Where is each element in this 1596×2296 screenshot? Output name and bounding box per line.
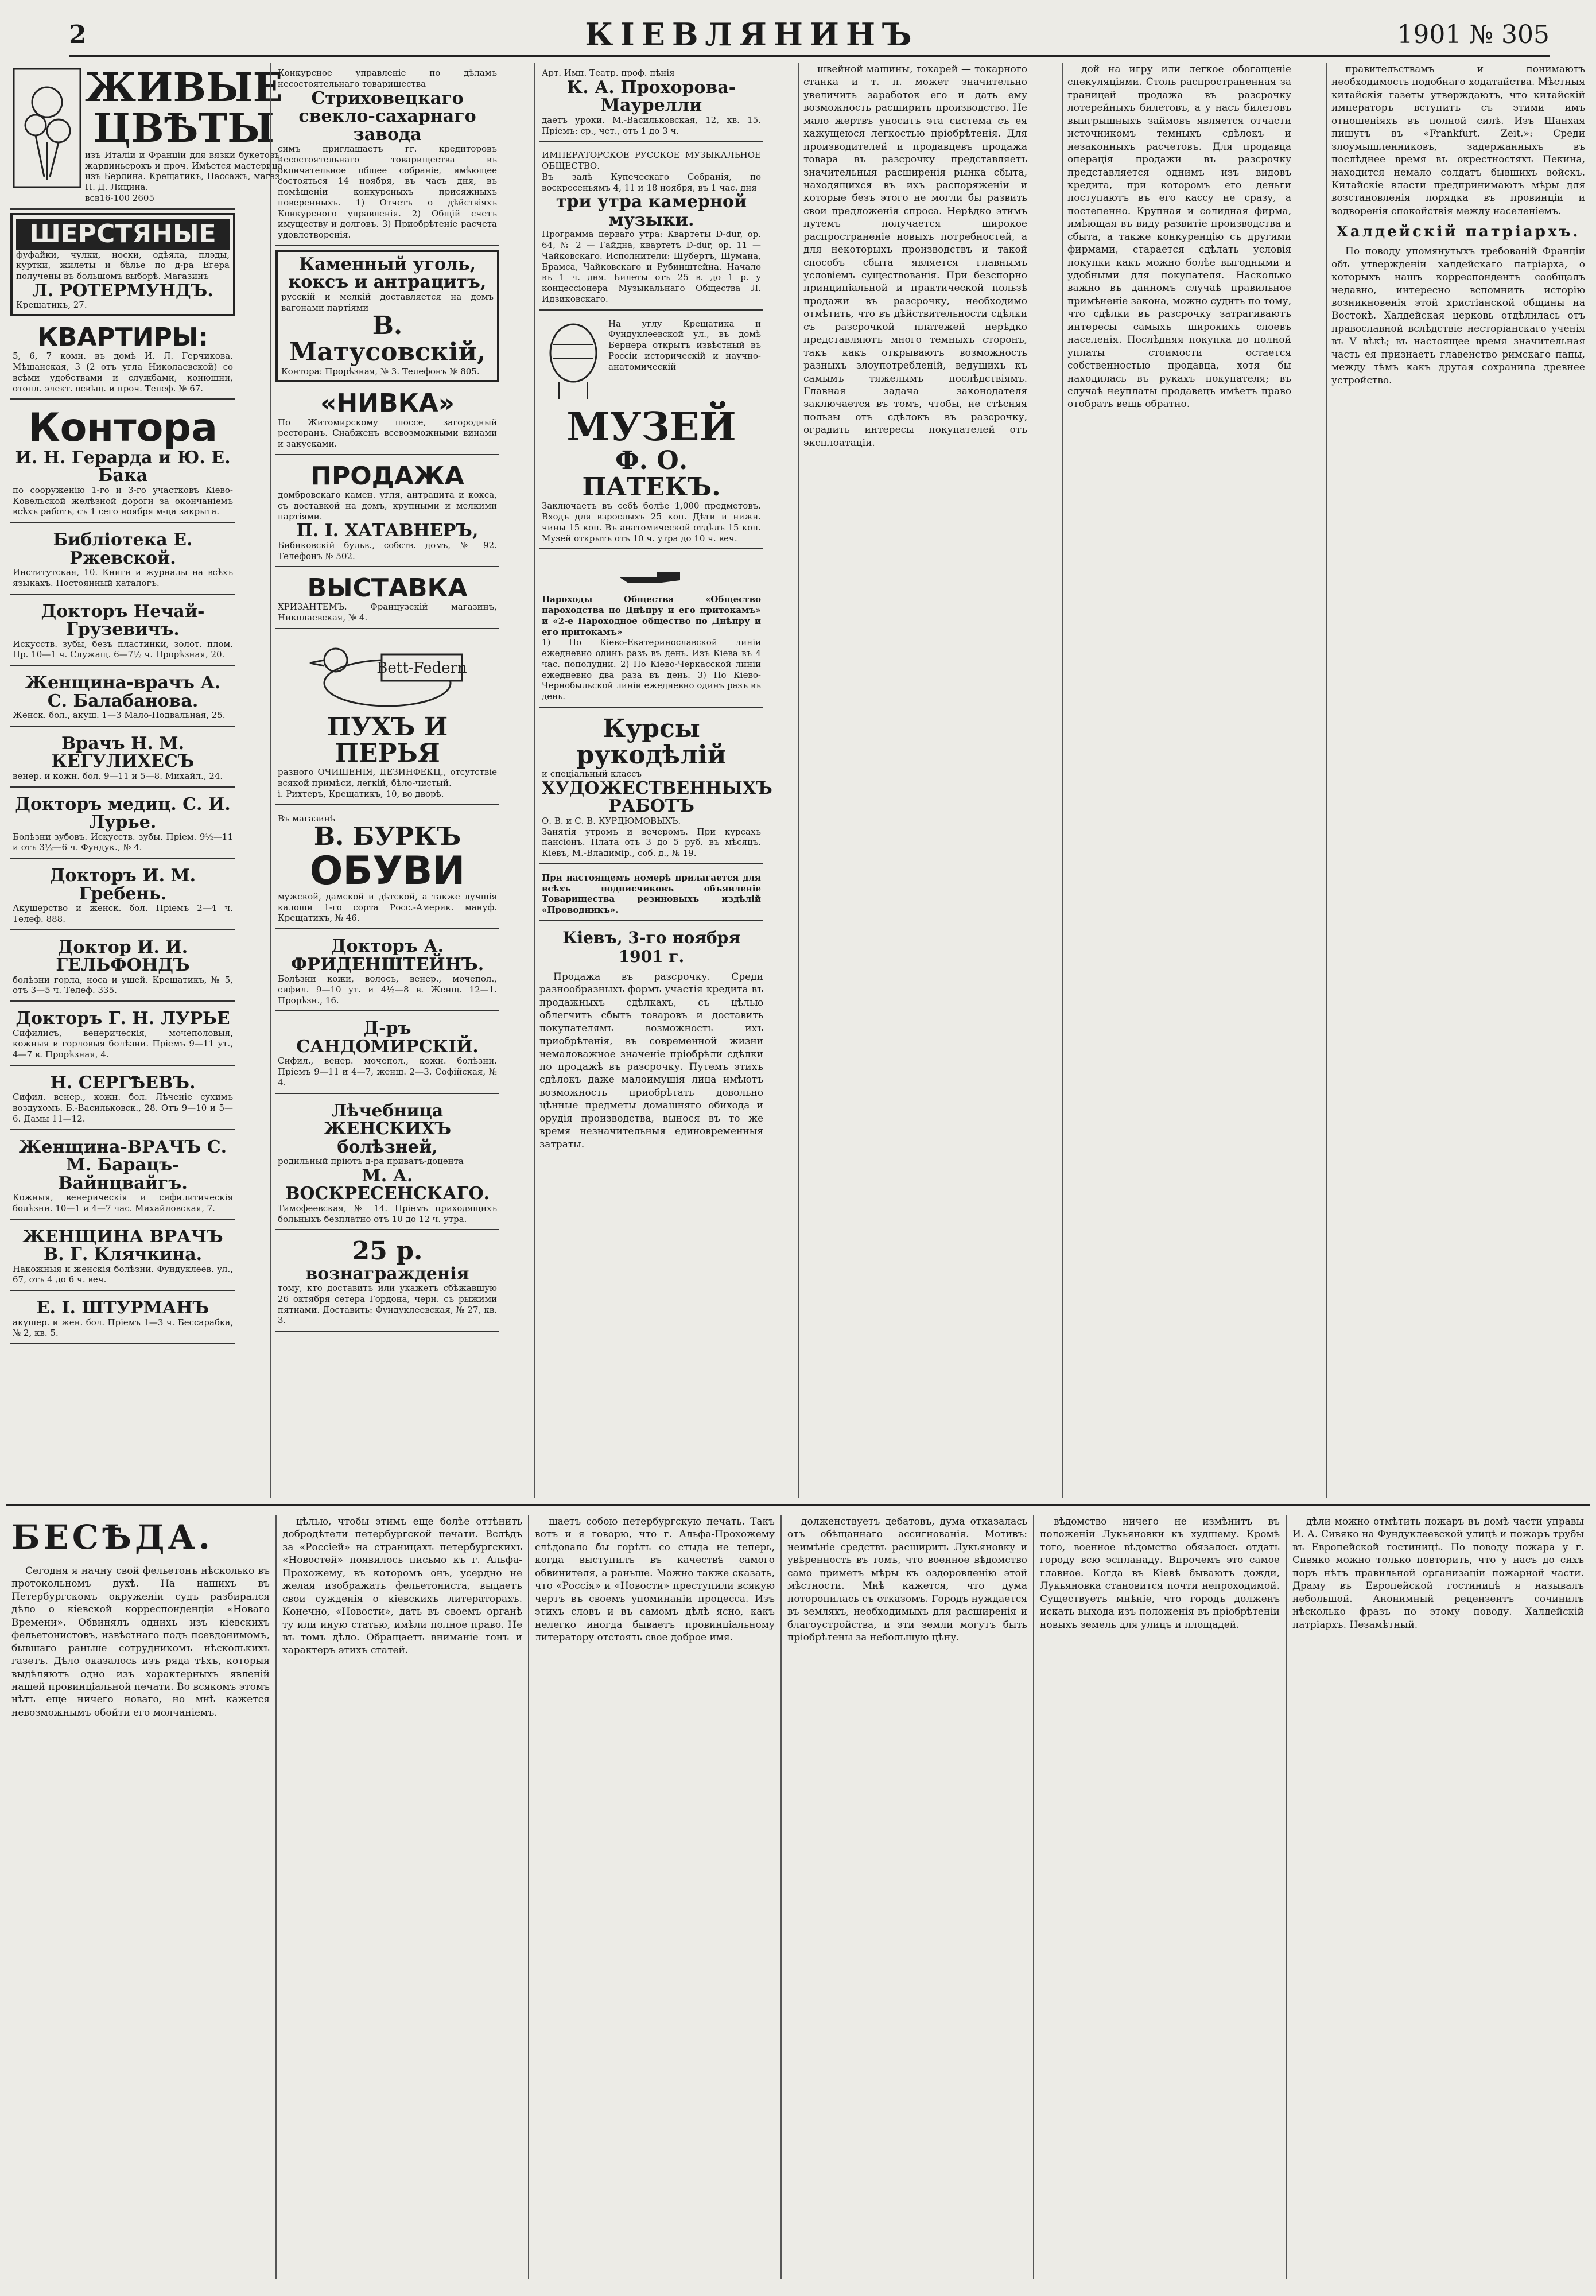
doctor-ad — [10, 598, 235, 666]
doctor-text: болѣзни горла, носа и ушей. Крещатикъ, № 5, отъ 3—5 ч. Телеф. 335. — [13, 974, 233, 996]
feuilleton-text-4: долженствуетъ дебатовъ, дума отказалась отъ обѣщаннаго ассигнованія. Мотивъ: неимѣніе средствъ расширить Лукьяновку и увѣренность въ томъ, что военное вѣдомство само приметъ мѣры къ оздоровленію этой мѣстности. Мнѣ кажется, что дума поторопилась съ отказомъ. Городъ нуждается въ земляхъ, необходимыхъ для расширенія и благоустройства, и эти земли могутъ быть пріобрѣтены за небольшую цѣну. — [787, 1516, 1027, 1643]
article-installments: Продажа въ разсрочку. Среди разнообразныхъ формъ участія кредита въ продажныхъ сдѣлкахъ, съ цѣлью облегчить сбытъ товаровъ и доставить покупателямъ возможность ихъ приобрѣтенія, въ современной жизни немаловажное значеніе пріобрѣли сдѣлки по продажѣ въ разсрочку. Путемъ этихъ сдѣлокъ даже малоимущія лица имѣютъ возможность приобрѣтать довольно цѣнные предметы домашняго обихода и орудія производства, вынося въ то же время незначительныя единовременныя затраты. — [539, 971, 763, 1150]
flower-icon — [13, 68, 81, 204]
ad-feathers-title: ПУХЪ И ПЕРЬЯ — [327, 712, 448, 769]
doctor-text: Кожныя, венерическія и сифилитическія болѣзни. 10—1 и 4—7 час. Михайловская, 7. — [13, 1192, 233, 1213]
ad-wool — [10, 213, 235, 317]
doctor-ad — [10, 730, 235, 788]
column-2 — [270, 63, 504, 1498]
ad-sale — [275, 459, 499, 567]
lower-column-6 — [1286, 1515, 1590, 2279]
ad-reward-head: вознагражденія — [305, 1263, 469, 1284]
feuilleton-text-2: цѣлью, чтобы этимъ еще болѣе оттѣнить добродѣтели петербургской печати. Вслѣдъ за «Россіей» на страницахъ петербургскихъ «Новостей» появилось письмо къ г. Альфа-Прохожему, въ которомъ онъ, усердно не желая изображать фельетониста, выдаетъ свои сужденія о кіевскихъ литераторахъ. Конечно, «Новости», дать въ своемъ органѣ ту или иную статью, имѣли полное право. Не въ томъ дѣло. Обращаетъ вниманіе тонъ и характеръ этихъ статей. — [282, 1516, 522, 1657]
column-6 — [1326, 63, 1590, 1498]
ad-music-head: ИМПЕРАТОРСКОЕ РУССКОЕ МУЗЫКАЛЬНОЕ ОБЩЕСТВО. — [542, 150, 761, 171]
ad-wool-title: ШЕРСТЯНЫЕ — [16, 219, 230, 250]
column-3 — [534, 63, 772, 1498]
newspaper-title: КІЕВЛЯНИНЪ — [585, 16, 919, 53]
ad-restaurant-title: «НИВКА» — [320, 389, 455, 418]
doctor-name: Докторъ И. М. Гребень. — [49, 866, 196, 904]
ad-apartments-text: 5, 6, 7 комн. въ домѣ И. Л. Герчикова. Мѣщанская, 3 (2 отъ угла Николаевской) со всѣми удобствами и службами, конюшни, отопл. элект. освѣщ. и проч. Телеф. № 67. — [13, 351, 233, 394]
ad-office-text: по сооруженію 1-го и 3-го участковъ Кіево-Ковельской желѣзной дороги за окончаніемъ всѣхъ работъ, съ 1 сего ноября м-ца закрыта. — [13, 484, 233, 517]
ad-wool-text: фуфайки, чулки, носки, одѣяла, плэды, куртки, жилеты и бѣлье по д-ра Егера получены въ большомъ выборѣ. Магазинъ — [16, 249, 230, 282]
lower-column-1 — [6, 1515, 275, 2279]
pointing-hand-icon — [617, 557, 686, 594]
goose-icon — [301, 637, 473, 714]
ad-singing-text: даетъ уроки. М.-Васильковская, 12, кв. 15. Пріемъ: ср., чет., отъ 1 до 3 ч. — [542, 114, 761, 136]
ad-singing — [539, 63, 763, 142]
ad-library-text: Институтская, 10. Книги и журналы на всѣхъ языкахъ. Постоянный каталогъ. — [13, 567, 233, 588]
ad-shoes-pre: Въ магазинѣ — [278, 813, 335, 824]
ad-bankruptcy-body: симъ приглашаетъ гг. кредиторовъ несостоятельнаго товарищества въ окончательное общее собраніе, имѣющее состояться 14 ноября, въ часъ дня, въ помѣщеніи конкурсныхъ присяжныхъ поверенныхъ. 1) Отчетъ о дѣйствіяхъ Конкурсного управленія. 2) Общій счетъ имуществу и долговъ. 3) Приобрѣтеніе расчета удовлетворенія. — [278, 144, 497, 240]
ad-apartments — [10, 320, 235, 400]
head-profile-icon — [542, 319, 605, 407]
doctor-name: Докторъ А. ФРИДЕНШТЕЙНЪ. — [290, 936, 484, 975]
doctor-name: Женщина-врачъ А. С. Балабанова. — [25, 673, 221, 711]
ad-flowers-phone: всв16-100 2605 — [85, 192, 155, 203]
ad-feathers-text: разного ОЧИЩЕНІЯ, ДЕЗИНФЕКЦ., отсутствіе всякой примѣси, легкій, бѣло-чистый. — [278, 767, 497, 789]
ad-courses — [539, 711, 772, 864]
doctor-ad — [10, 862, 235, 930]
ad-exhibition — [275, 571, 499, 629]
ad-coal-text: русскій и мелкій доставляется на домъ вагонами партіями — [281, 291, 494, 313]
ad-exhibition-text: ХРИЗАНТЕМЪ. Французскій магазинъ, Николаевская, № 4. — [278, 602, 497, 623]
ad-courses-sub: и спеціальный классъ — [542, 769, 642, 779]
ad-library-title: Библіотека Е. Ржевской. — [53, 530, 193, 568]
feuilleton-title: БЕСѢДА. — [11, 1518, 213, 1557]
doctor-text: Акушерство и женск. бол. Пріемъ 2—4 ч. Телеф. 888. — [13, 903, 233, 924]
doctor-name: Докторъ Нечай-Грузевичъ. — [41, 601, 205, 640]
section-heading: Халдейскій патріархъ. — [1336, 223, 1581, 241]
doctor-name: ЖЕНЩИНА ВРАЧЪ В. Г. Клячкина. — [22, 1226, 223, 1265]
ad-courses-title: Курсы рукодѣлій — [576, 713, 727, 770]
doctor-ad — [10, 934, 235, 1002]
ad-bankruptcy — [275, 63, 499, 246]
ad-coal-name: В. Матусовскій, — [289, 311, 486, 367]
ad-shoes-title: ОБУВИ — [309, 848, 465, 894]
doctor-ad — [10, 1069, 235, 1130]
ad-sale-title: ПРОДАЖА — [310, 461, 464, 491]
ad-flowers — [10, 63, 283, 210]
doctor-name: Врачъ Н. М. КЕГУЛИХЕСЪ — [51, 733, 195, 772]
doctor-text: Сифил., венер. мочепол., кожн. болѣзни. Пріемъ 9—11 и 4—7, женщ. 2—3. Софійская, № 4. — [278, 1056, 497, 1088]
doctor-name: Д-ръ САНДОМИРСКІЙ. — [296, 1018, 479, 1057]
ad-museum-body: Заключаетъ въ себѣ болѣе 1,000 предметовъ. Входъ для взрослыхъ 25 коп. Дѣти и нижн. чины 15 коп. Въ анатомической отдѣлъ 15 коп. Музей открытъ отъ 10 ч. утра до 10 ч. веч. — [542, 501, 761, 544]
doctor-text: Женск. бол., акуш. 1—3 Мало-Подвальная, 25. — [13, 710, 226, 721]
ad-singing-head: Арт. Имп. Театр. проф. пѣнія — [542, 68, 675, 78]
ad-wool-addr: Крещатикъ, 27. — [16, 300, 87, 311]
lower-column-4 — [780, 1515, 1033, 2279]
page-number: 2 — [69, 20, 87, 49]
doctor-text: Болѣзни кожи, волосъ, венер., мочепол., сифил. 9—10 ут. и 4½—8 в. Женщ. 12—1. Прорѣзн., 16. — [278, 974, 497, 1006]
doctor-text: акушер. и жен. бол. Пріемъ 1—3 ч. Бессарабка, № 2, кв. 5. — [13, 1317, 233, 1339]
feuilleton-text-6: дѣли можно отмѣтить пожаръ въ домѣ части управы И. А. Сивяко на Фундуклеевской улицѣ и пожаръ трубы въ Европейской гостиницѣ. По поводу пожара у г. Сивяко можно только повторить, что у насъ до сихъ поръ нѣтъ правильной организаціи пожарной части. Драму въ Европейской гостиницѣ я называлъ небольшой. Анонимный рецензентъ сочинилъ нѣсколько фразъ по этому поводу. Халдейскій патріархъ. Незамѣтный. — [1292, 1516, 1584, 1631]
feathers-label: Bett-Federn — [376, 659, 467, 677]
ad-clinic-name: М. А. ВОСКРЕСЕНСКАГО. — [285, 1165, 490, 1204]
doctor-name: Женщина-ВРАЧЪ С. М. Барацъ-Вайнцвайгъ. — [18, 1137, 227, 1193]
ad-music-text: Въ залѣ Купеческаго Собранія, по воскресеньямъ 4, 11 и 18 ноября, въ 1 час. дня — [542, 171, 761, 193]
doctor-name: Е. І. ШТУРМАНЪ — [36, 1298, 209, 1318]
lower-column-2 — [275, 1515, 528, 2279]
ad-courses-name: ХУДОЖЕСТВЕННЫХЪ РАБОТЪ — [542, 778, 772, 817]
ad-music-title: три утра камерной музыки. — [556, 192, 747, 230]
ad-supplement-text: При настоящемъ номерѣ прилагается для всѣхъ подписчиковъ объявленіе Товарищества резиновыхъ издѣлій «Проводникъ». — [542, 872, 761, 916]
doctor-name: Докторъ Г. Н. ЛУРЬЕ — [15, 1009, 230, 1029]
lower-column-5 — [1033, 1515, 1286, 2279]
ad-restaurant-text: По Житомирскому шоссе, загородный ресторанъ. Снабженъ всевозможными винами и закусками. — [278, 417, 497, 449]
article-installments-continued: швейной машины, токарей — токарного станка и т. п. может значительно увеличить заработок его и дать ему возможность расширить производство. Не мало жертвъ уноситъ эта система съ ея кажущеюся легкостью пріобрѣтенія. Для производителей и продавцевъ продажа товара въ разсрочку представляетъ значительныя расширенія рынка сбыта, находящихся въ ихъ распоряженіи и которые безъ этого не могли бы развить свои предложенія спроса. Нерѣдко этимъ путемъ получается широкое распространеніе новыхъ потребностей, а для некоторыхъ производствъ и такой способъ сбыта является главнымъ условіемъ существованія. При безспорно принципіальной и практической пользѣ продажи въ разсрочку, необходимо отмѣтить, что въ дѣйствительности сдѣлки съ разсрочкой платежей нерѣдко представляютъ много темныхъ сторонъ, такъ какъ открываютъ возможность разныхъ злоупотребленій, ведущихъ къ самымъ тяжелымъ послѣдствіямъ. Главная задача законодателя заключается въ томъ, чтобы, не стѣсняя пользы отъ сдѣлокъ въ разсрочку, оградить интересы покупателей отъ эксплоатаціи. — [803, 64, 1027, 449]
ad-supplement — [539, 868, 763, 921]
ad-courses-text: Занятія утромъ и вечеромъ. При курсахъ пансіонъ. Плата отъ 3 до 5 руб. въ мѣсяцъ. Кіевъ, М.-Владимір., соб. д., № 19. — [542, 826, 761, 859]
ad-clinic — [275, 1097, 499, 1231]
ad-apartments-title: КВАРТИРЫ: — [37, 323, 209, 352]
column-5 — [1062, 63, 1296, 1498]
doctor-ad — [10, 1134, 235, 1220]
ad-coal — [275, 250, 499, 383]
doctor-ad — [275, 1015, 499, 1093]
ad-music-society — [539, 145, 763, 310]
ad-steamships-text: 1) По Кіево-Екатеринославской линіи ежедневно одинъ разъ въ день. Изъ Кіева въ 4 час. пополудни. 2) По Кіево-Черкасской линіи ежедневно два раза въ день. 3) По Кіево-Чернобыльской линіи ежедневно одинъ разъ въ день. — [542, 637, 761, 702]
ad-museum-name: Ф. О. ПАТЕКЪ. — [582, 445, 721, 502]
ad-shoes-text: мужской, дамской и дѣтской, а также лучшія калоши 1-го сорта Росс.-Америк. мануф. Крещатикъ, № 46. — [278, 891, 497, 924]
ad-music-body: Программа перваго утра: Квартеты D-dur, ор. 64, № 2 — Гайдна, квартетъ D-dur, ор. 11 — Чайковскаго. Исполнители: Шубертъ, Шумана, Брамса, Чайковскаго и Рубинштейна. Начало въ 1 ч. дня. Билеты отъ 25 в. до 1 р. у концессіонера Музыкальнаго Общества Л. Идзиковскаго. — [542, 229, 761, 304]
ad-steamships — [539, 553, 763, 708]
ad-shoes — [275, 809, 499, 930]
ad-office — [10, 403, 235, 523]
section-divider — [6, 1504, 1590, 1506]
ad-restaurant — [275, 386, 499, 455]
ad-flowers-title: ЖИВЫЕ ЦВѢТЫ — [85, 65, 283, 152]
column-4 — [798, 63, 1032, 1498]
dateline: Кіевъ, 3-го ноября 1901 г. — [562, 928, 740, 966]
feuilleton-text-3: шаетъ собою петербургскую печать. Такъ вотъ и я говорю, что г. Альфа-Прохожему слѣдовало бы горѣть со стыда не теперь, когда выступилъ въ качествѣ самого обвинителя, а раньше. Можно также сказать, что «Россія» и «Новости» преступили всякую чертъ въ своемъ упоминаніи процесса. Изъ этихъ словъ и въ самомъ дѣлѣ ясно, какъ нелегко иногда бываетъ провинціальному литератору отстоять свое доброе имя. — [535, 1516, 775, 1643]
doctor-name: Доктор И. И. ГЕЛЬФОНДЪ — [56, 937, 190, 976]
ad-coal-addr: Контора: Прорѣзная, № 3. Телефонъ № 805. — [281, 366, 480, 377]
ad-reward-text: тому, кто доставитъ или укажетъ сбѣжавшую 26 октября сетера Гордона, черн. съ рыжими пятнами. Доставить: Фундуклеевская, № 27, кв. 3. — [278, 1283, 497, 1326]
ad-bankruptcy-text: Конкурсное управленіе по дѣламъ несостоятельнаго товарищества — [278, 68, 497, 89]
ad-museum-text: На углу Крещатика и Фундуклеевской ул., въ домѣ Бернера открытъ извѣстный въ Россіи историческій и научно-анатомическій — [608, 318, 761, 372]
ad-museum — [539, 314, 763, 550]
ad-coal-title: Каменный уголь, коксъ и антрацитъ, — [288, 254, 487, 293]
ad-singing-name: К. А. Прохорова-Маурелли — [566, 77, 736, 116]
doctor-text: Сифилисъ, венерическія, мочеполовыя, кожныя и горловыя болѣзни. Пріемъ 9—11 ут., 4—7 в. Прорѣзная, 4. — [13, 1027, 233, 1060]
article-patriarch: По поводу упомянутыхъ требованій Франціи объ утвержденіи халдейскаго патріарха, о которыхъ нашъ корреспондентъ сообщалъ недавно, интересно вспомнить исторію возникновенія этой христіанской общины на Востокѣ. Халдейская церковь отдѣлилась отъ православной вслѣдствіе несторіанскаго ученія въ V вѣкѣ; въ настоящее время значительная часть ея признаетъ главенство римскаго папы, между тѣмъ какъ другая сохранила древнее устройство. — [1331, 246, 1585, 386]
doctor-name: Докторъ медиц. С. И. Лурье. — [15, 794, 231, 833]
ad-flowers-text: изъ Италіи и Франціи для вязки букетовъ, жардиньерокъ и проч. Имѣется мастерица изъ Берлина. Крещатикъ, Пассажъ, магаз. П. Д. Лицина. — [85, 149, 283, 193]
doctor-text: венер. и кожн. бол. 9—11 и 5—8. Михайл., 24. — [13, 770, 223, 781]
ad-sale-addr: Бибиковскій бульв., собств. домъ, № 92. Телефонъ № 502. — [278, 540, 497, 561]
doctor-ad — [10, 791, 235, 859]
issue-number: 1901 № 305 — [1397, 20, 1550, 49]
doctor-text: Искусств. зубы, безъ пластинки, золот. плом. Пр. 10—1 ч. Служащ. 6—7½ ч. Прорѣзная, 20. — [13, 638, 233, 660]
ad-bankruptcy-title: Стриховецкаго свекло-сахарнаго завода — [298, 88, 476, 145]
ad-shoes-name: В. БУРКЪ — [313, 822, 461, 852]
feuilleton-text-5: вѣдомство ничего не измѣнитъ въ положеніи Лукьяновки къ худшему. Кромѣ того, военное вѣдомство обязалось отдать городу всю эспланаду. Впрочемъ это самое главное. Когда въ Кіевѣ бываютъ дожди, Лукьяновка становится почти непроходимой. Существуетъ мнѣніе, что городъ долженъ искать выхода изъ положенія въ пріобрѣтеніи новыхъ земель для улицъ и площадей. — [1040, 1516, 1280, 1631]
ad-office-title: Контора — [28, 405, 218, 451]
ad-museum-title: МУЗЕЙ — [566, 404, 736, 450]
doctor-text: Сифил. венер., кожн. бол. Лѣченіе сухимъ воздухомъ. Б.-Васильковск., 28. Отъ 9—10 и 5—6. Дамы 11—12. — [13, 1092, 233, 1124]
ad-wool-owner: Л. РОТЕРМУНДЪ. — [32, 280, 213, 301]
doctor-ad — [10, 1294, 235, 1344]
ad-clinic-text: Тимофеевская, № 14. Пріемъ приходящихъ больныхъ безплатно отъ 10 до 12 ч. утра. — [278, 1203, 497, 1224]
masthead — [69, 14, 1550, 57]
ad-reward — [275, 1234, 499, 1332]
ad-office-name: И. Н. Герарда и Ю. Е. Бака — [15, 447, 231, 486]
column-1 — [6, 63, 283, 1498]
feuilleton-text: Сегодня я начну свой фельетонъ нѣсколько въ протокольномъ духѣ. На нашихъ въ Петербургскомъ окруженіи судъ разбирался дѣло о кіевской корреспонденціи «Новаго Времени». Обвинялъ однихъ изъ кіевскихъ фельетонистовъ, извѣстнаго подъ псевдонимомъ, бывшаго раньше сотрудникомъ нѣсколькихъ газетъ. Дѣло оказалось изъ ряда тѣхъ, которыя выдѣляютъ одно изъ характерныхъ явленій нашей провинціальной печати. Во всякомъ этомъ нѣтъ еще ничего новаго, но мнѣ кажется невозможнымъ обойти его молчаніемъ. — [11, 1565, 270, 1719]
ad-steamships-head: Пароходы Общества «Общество пароходства по Днѣпру и его притокамъ» и «2-е Пароходное общество по Днѣпру и его притокамъ» — [542, 594, 761, 637]
doctor-text: Болѣзни зубовъ. Искусств. зубы. Пріем. 9½—11 и отъ 3½—6 ч. Фундук., № 4. — [13, 831, 233, 853]
article-china: правительствамъ и понимаютъ необходимость подобнаго ходатайства. Мѣстныя китайскія газеты утверждаютъ, что китайскій императоръ вступитъ съ этими имъ отношеніяхъ въ полной силѣ. Изъ Шанхая пишутъ въ «Frankfurt. Zeit.»: Среди злоумышленниковъ, задержанныхъ въ послѣднее время въ окрестностяхъ Пекина, находится немало солдатъ бывшихъ войскъ. Китайскіе власти предпринимаютъ мѣры для возстановленія порядка въ провинціи и водворенія спокойствія между населеніемъ. — [1331, 64, 1585, 217]
ad-clinic-title: Лѣчебница ЖЕНСКИХЪ болѣзней, — [323, 1100, 452, 1157]
doctor-ad — [275, 933, 499, 1011]
ad-clinic-sub: родильный пріютъ д-ра приватъ-доцента — [278, 1156, 464, 1167]
ad-feathers-name: і. Рихтеръ, Крещатикъ, 10, во дворѣ. — [278, 788, 444, 799]
doctor-ad — [10, 1005, 235, 1066]
doctor-text: Накожныя и женскія болѣзни. Фундуклеев. ул., 67, отъ 4 до 6 ч. веч. — [13, 1263, 233, 1285]
lower-column-3 — [528, 1515, 780, 2279]
article-installments-end: дой на игру или легкое обогащеніе спекуляціями. Столь распространенная за границей продажа въ разсрочку лотерейныхъ билетовъ, а у насъ билетовъ выигрышныхъ займовъ является отчасти источникомъ темныхъ сдѣлокъ и незаконныхъ расчетовъ. Для продавца операція продажи въ разсрочку представляется однимъ изъ видовъ кредита, при которомъ его деньги поступаютъ въ его кассу не сразу, а постепенно. Крупная и солидная фирма, имѣющая въ виду развитіе производства и сбыта, а также конкуренцію съ другими фирмами, старается сдѣлать условія покупки какъ можно болѣе выгодными и удобными для покупателя. Насколько важно въ данномъ случаѣ правильное примѣненіе закона, можно судить по тому, что сдѣлки въ разсрочку затрагиваютъ интересы самыхъ широкихъ слоевъ населенія. Послѣдняя покупка до полной уплаты стоимости остается собственностью продавца, хотя бы находилась въ рукахъ покупателя; въ случаѣ неуплаты продавецъ имѣетъ право отобрать вещь обратно. — [1067, 64, 1291, 410]
ad-courses-owner: О. В. и С. В. КУРДЮМОВЫХЪ. — [542, 815, 681, 826]
doctor-ad — [10, 1223, 235, 1292]
ad-library — [10, 526, 235, 595]
doctor-name: Н. СЕРГѢЕВЪ. — [50, 1072, 196, 1093]
ad-sale-name: П. І. ХАТАВНЕРЪ, — [296, 521, 479, 541]
ad-exhibition-title: ВЫСТАВКА — [307, 573, 468, 603]
ad-reward-price: 25 р. — [352, 1236, 423, 1266]
doctor-ad — [10, 669, 235, 727]
ad-sale-text: домбровскаго камен. угля, антрацита и кокса, съ доставкой на домъ, крупными и мелкими партіями. — [278, 490, 497, 522]
ad-feathers — [275, 633, 499, 805]
